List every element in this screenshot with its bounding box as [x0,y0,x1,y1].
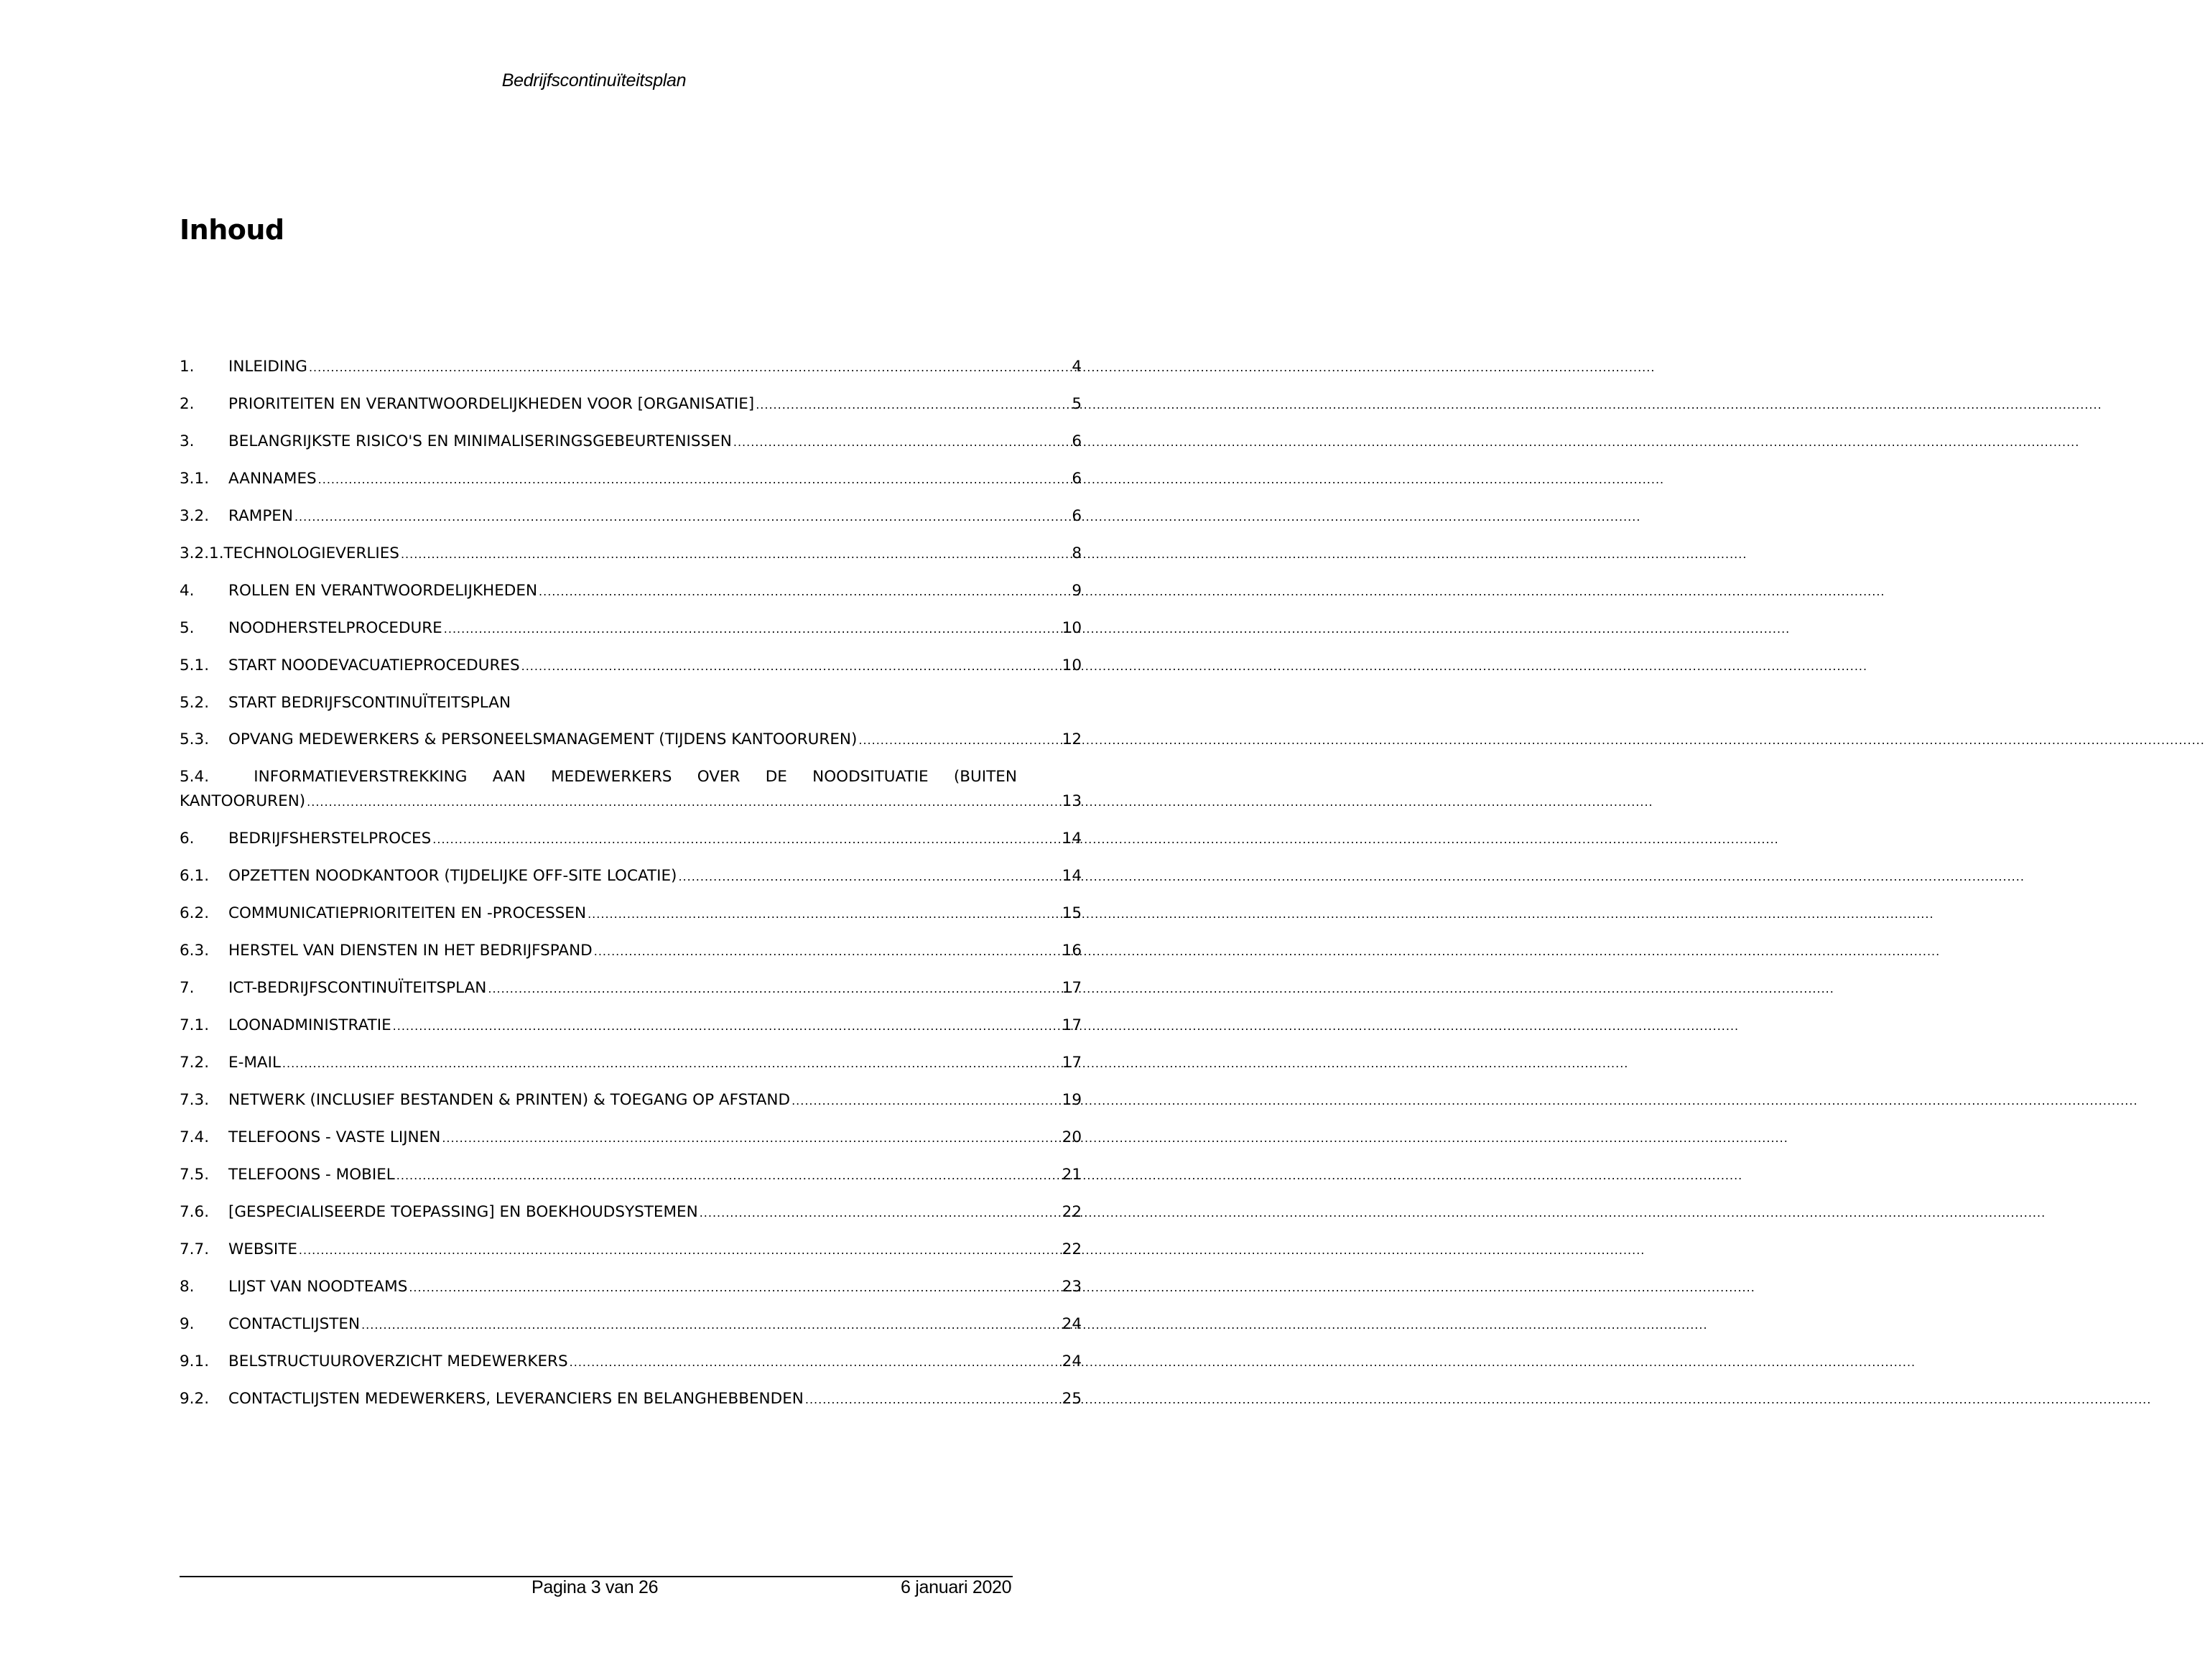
toc-entry-page: 24 [1062,1352,1082,1370]
toc-entry-page: 17 [1062,979,1082,997]
toc-entry-title-word: DE [765,768,787,786]
toc-entry-7-4[interactable] [180,1126,1082,1151]
toc-entry-number: 7.5. [180,1166,210,1184]
toc-entry-9-2[interactable] [180,1387,1082,1412]
toc-entry-title: TECHNOLOGIEVERLIES [223,544,399,562]
toc-entry-number: 2. [180,395,195,413]
toc-entry-page: 6 [1072,432,1082,450]
toc-entry-title: BELSTRUCTUUROVERZICHT MEDEWERKERS [228,1352,568,1370]
toc-leader-dots [570,1350,1061,1375]
toc-entry-page: 8 [1072,544,1082,562]
toc-entry-title: HERSTEL VAN DIENSTEN IN HET BEDRIJFSPAND [228,942,593,960]
toc-entry-9-1[interactable] [180,1350,1082,1375]
toc-entry-page: 6 [1072,507,1082,525]
toc-entry-6-2[interactable] [180,901,1082,927]
toc-entry-number: 7.2. [180,1054,210,1072]
toc-leader-dots [401,542,1070,567]
toc-entry-7-7[interactable] [180,1238,1082,1263]
toc-entry-page: 17 [1062,1016,1082,1034]
toc-entry-7-6[interactable] [180,1200,1082,1225]
toc-entry-1[interactable] [180,355,1082,380]
toc-entry-title: CONTACTLIJSTEN [228,1315,361,1333]
toc-entry-page: 22 [1062,1240,1082,1258]
toc-entry-title: PRIORITEITEN EN VERANTWOORDELIJKHEDEN VOOR [ORGANISATIE] [228,395,755,413]
toc-entry-6-3[interactable] [180,939,1082,964]
toc-entry-title: NETWERK (INCLUSIEF BESTANDEN & PRINTEN) & TOEGANG OP AFSTAND [228,1091,791,1109]
toc-entry-2[interactable] [180,392,1082,417]
toc-entry-title-word: OVER [697,768,741,786]
toc-entry-6-1[interactable] [180,864,1082,889]
toc-entry-number: 3.2.1. [180,544,224,562]
toc-entry-number: 5.1. [180,656,210,674]
toc-entry-title: AANNAMES [228,470,317,488]
toc-entry-page: 4 [1072,358,1082,376]
toc-entry-7-2[interactable] [180,1051,1082,1076]
toc-entry-5-2[interactable] [180,691,1082,715]
toc-leader-dots [282,1052,1061,1076]
toc-entry-page: 24 [1062,1315,1082,1333]
toc-entry-title: ICT-BEDRIJFSCONTINUÏTEITSPLAN [228,979,487,997]
toc-entry-title: OPZETTEN NOODKANTOOR (TIJDELIJKE OFF-SITE LOCATIE) [228,867,677,885]
toc-leader-dots [678,865,1060,889]
toc-leader-dots [756,393,1070,417]
toc-leader-dots [309,356,1070,380]
toc-entry-3[interactable] [180,430,1082,455]
toc-entry-title-word: INFORMATIEVERSTREKKING [254,768,468,786]
toc-entry-title-word: AAN [492,768,526,786]
toc-entry-number: 9. [180,1315,195,1333]
toc-leader-dots [539,580,1070,604]
toc-leader-dots [733,430,1070,455]
toc-entry-5-1[interactable] [180,654,1082,679]
toc-entry-title: LOONADMINISTRATIE [228,1016,391,1034]
toc-entry-number: 5.4. [180,768,210,786]
toc-entry-title: [GESPECIALISEERDE TOEPASSING] EN BOEKHOUDSYSTEMEN [228,1203,698,1221]
toc-entry-page: 20 [1062,1128,1082,1146]
toc-entry-number: 7. [180,979,195,997]
toc-entry-title: START BEDRIJFSCONTINUÏTEITSPLAN [228,694,511,712]
toc-entry-number: 9.1. [180,1352,210,1370]
toc-entry-page: 19 [1062,1091,1082,1109]
toc-leader-dots [409,1276,1060,1300]
toc-entry-page: 14 [1062,867,1082,885]
toc-leader-dots [318,468,1071,492]
toc-leader-dots [858,728,1060,753]
toc-entry-page: 10 [1062,619,1082,637]
toc-entry-number: 6.2. [180,904,210,922]
toc-entry-title: CONTACTLIJSTEN MEDEWERKERS, LEVERANCIERS EN BELANGHEBBENDEN [228,1390,804,1408]
toc-leader-dots [361,1313,1061,1337]
toc-entry-number: 7.1. [180,1016,210,1034]
toc-entry-title: NOODHERSTELPROCEDURE [228,619,442,637]
toc-entry-title: TELEFOONS - VASTE LIJNEN [228,1128,441,1146]
toc-entry-number: 7.6. [180,1203,210,1221]
toc-entry-number: 5.2. [180,694,210,712]
toc-leader-dots [700,1201,1061,1225]
toc-leader-dots [792,1089,1061,1113]
toc-entry-number: 8. [180,1278,195,1296]
toc-entry-page: 9 [1072,582,1082,600]
toc-leader-dots [594,939,1061,964]
toc-entry-title: START NOODEVACUATIEPROCEDURES [228,656,520,674]
toc-leader-dots [521,654,1061,679]
toc-entry-3-2-1[interactable] [180,542,1082,567]
toc-entry-title: ROLLEN EN VERANTWOORDELIJKHEDEN [228,582,538,600]
toc-entry-page: 16 [1062,942,1082,960]
toc-entry-7-5[interactable] [180,1163,1082,1188]
toc-entry-page: 21 [1062,1166,1082,1184]
toc-entry-title: LIJST VAN NOODTEAMS [228,1278,408,1296]
toc-entry-page: 12 [1062,730,1082,748]
toc-entry-page: 10 [1062,656,1082,674]
toc-entry-title: WEBSITE [228,1240,297,1258]
toc-entry-7[interactable] [180,976,1082,1001]
toc-entry-3-2[interactable] [180,504,1082,529]
toc-entry-number: 9.2. [180,1390,210,1408]
toc-leader-dots [432,827,1060,852]
toc-leader-dots [393,1014,1061,1039]
toc-entry-5-4[interactable] [180,765,1082,815]
toc-entry-title: BELANGRIJKSTE RISICO'S EN MINIMALISERINGSGEBEURTENISSEN [228,432,732,450]
toc-entry-number: 7.4. [180,1128,210,1146]
toc-entry-5[interactable] [180,616,1082,641]
toc-entry-8[interactable] [180,1275,1082,1300]
toc-entry-page: 6 [1072,470,1082,488]
toc-entry-7-1[interactable] [180,1013,1082,1039]
toc-entry-number: 1. [180,358,195,376]
toc-entry-number: 6. [180,830,195,848]
toc-leader-dots [588,902,1061,927]
toc-leader-dots [307,790,1060,815]
toc-entry-title-word: (BUITEN [953,768,1017,786]
toc-leader-dots [805,1388,1061,1412]
toc-entry-title: RAMPEN [228,507,293,525]
toc-leader-dots [488,977,1060,1001]
toc-entry-page: 14 [1062,830,1082,848]
footer-page-number: Pagina 3 van 26 [531,1577,659,1597]
table-of-contents [180,355,1082,1424]
toc-entry-number: 3.1. [180,470,210,488]
toc-entry-5-3[interactable] [180,728,1082,753]
toc-entry-9[interactable] [180,1312,1082,1337]
toc-entry-3-1[interactable] [180,467,1082,492]
toc-entry-4[interactable] [180,579,1082,604]
toc-entry-number: 6.3. [180,942,210,960]
toc-entry-number: 3. [180,432,195,450]
toc-entry-number: 4. [180,582,195,600]
toc-entry-title: COMMUNICATIEPRIORITEITEN EN -PROCESSEN [228,904,587,922]
toc-heading: Inhoud [180,214,284,246]
toc-entry-page: 22 [1062,1203,1082,1221]
toc-entry-title: TELEFOONS - MOBIEL [228,1166,395,1184]
toc-entry-number: 6.1. [180,867,210,885]
toc-entry-page: 17 [1062,1054,1082,1072]
toc-entry-title: INLEIDING [228,358,307,376]
toc-entry-page: 13 [1062,792,1082,810]
toc-entry-number: 7.7. [180,1240,210,1258]
toc-entry-6[interactable] [180,827,1082,852]
toc-entry-page: 25 [1062,1390,1082,1408]
toc-entry-title-word: MEDEWERKERS [551,768,672,786]
toc-entry-page: 15 [1062,904,1082,922]
toc-entry-number: 7.3. [180,1091,210,1109]
footer-date: 6 januari 2020 [901,1577,1012,1597]
toc-leader-dots [299,1238,1061,1263]
running-header-title: Bedrijfscontinuïteitsplan [501,70,687,91]
toc-entry-title: BEDRIJFSHERSTELPROCES [228,830,432,848]
toc-entry-title: OPVANG MEDEWERKERS & PERSONEELSMANAGEMENT (TIJDENS KANTOORUREN) [228,730,858,748]
toc-entry-title-word: NOODSITUATIE [812,768,929,786]
toc-entry-number: 5. [180,619,195,637]
toc-entry-7-3[interactable] [180,1088,1082,1113]
toc-leader-dots [396,1164,1061,1188]
toc-leader-dots [442,1126,1060,1151]
toc-entry-number: 3.2. [180,507,210,525]
toc-entry-title: E-MAIL [228,1054,281,1072]
toc-leader-dots [444,617,1061,641]
toc-entry-number: 5.3. [180,730,210,748]
toc-entry-page: 23 [1062,1278,1082,1296]
toc-entry-page: 5 [1072,395,1082,413]
toc-leader-dots [294,505,1070,529]
toc-entry-title-continued: KANTOORUREN) [180,792,306,810]
